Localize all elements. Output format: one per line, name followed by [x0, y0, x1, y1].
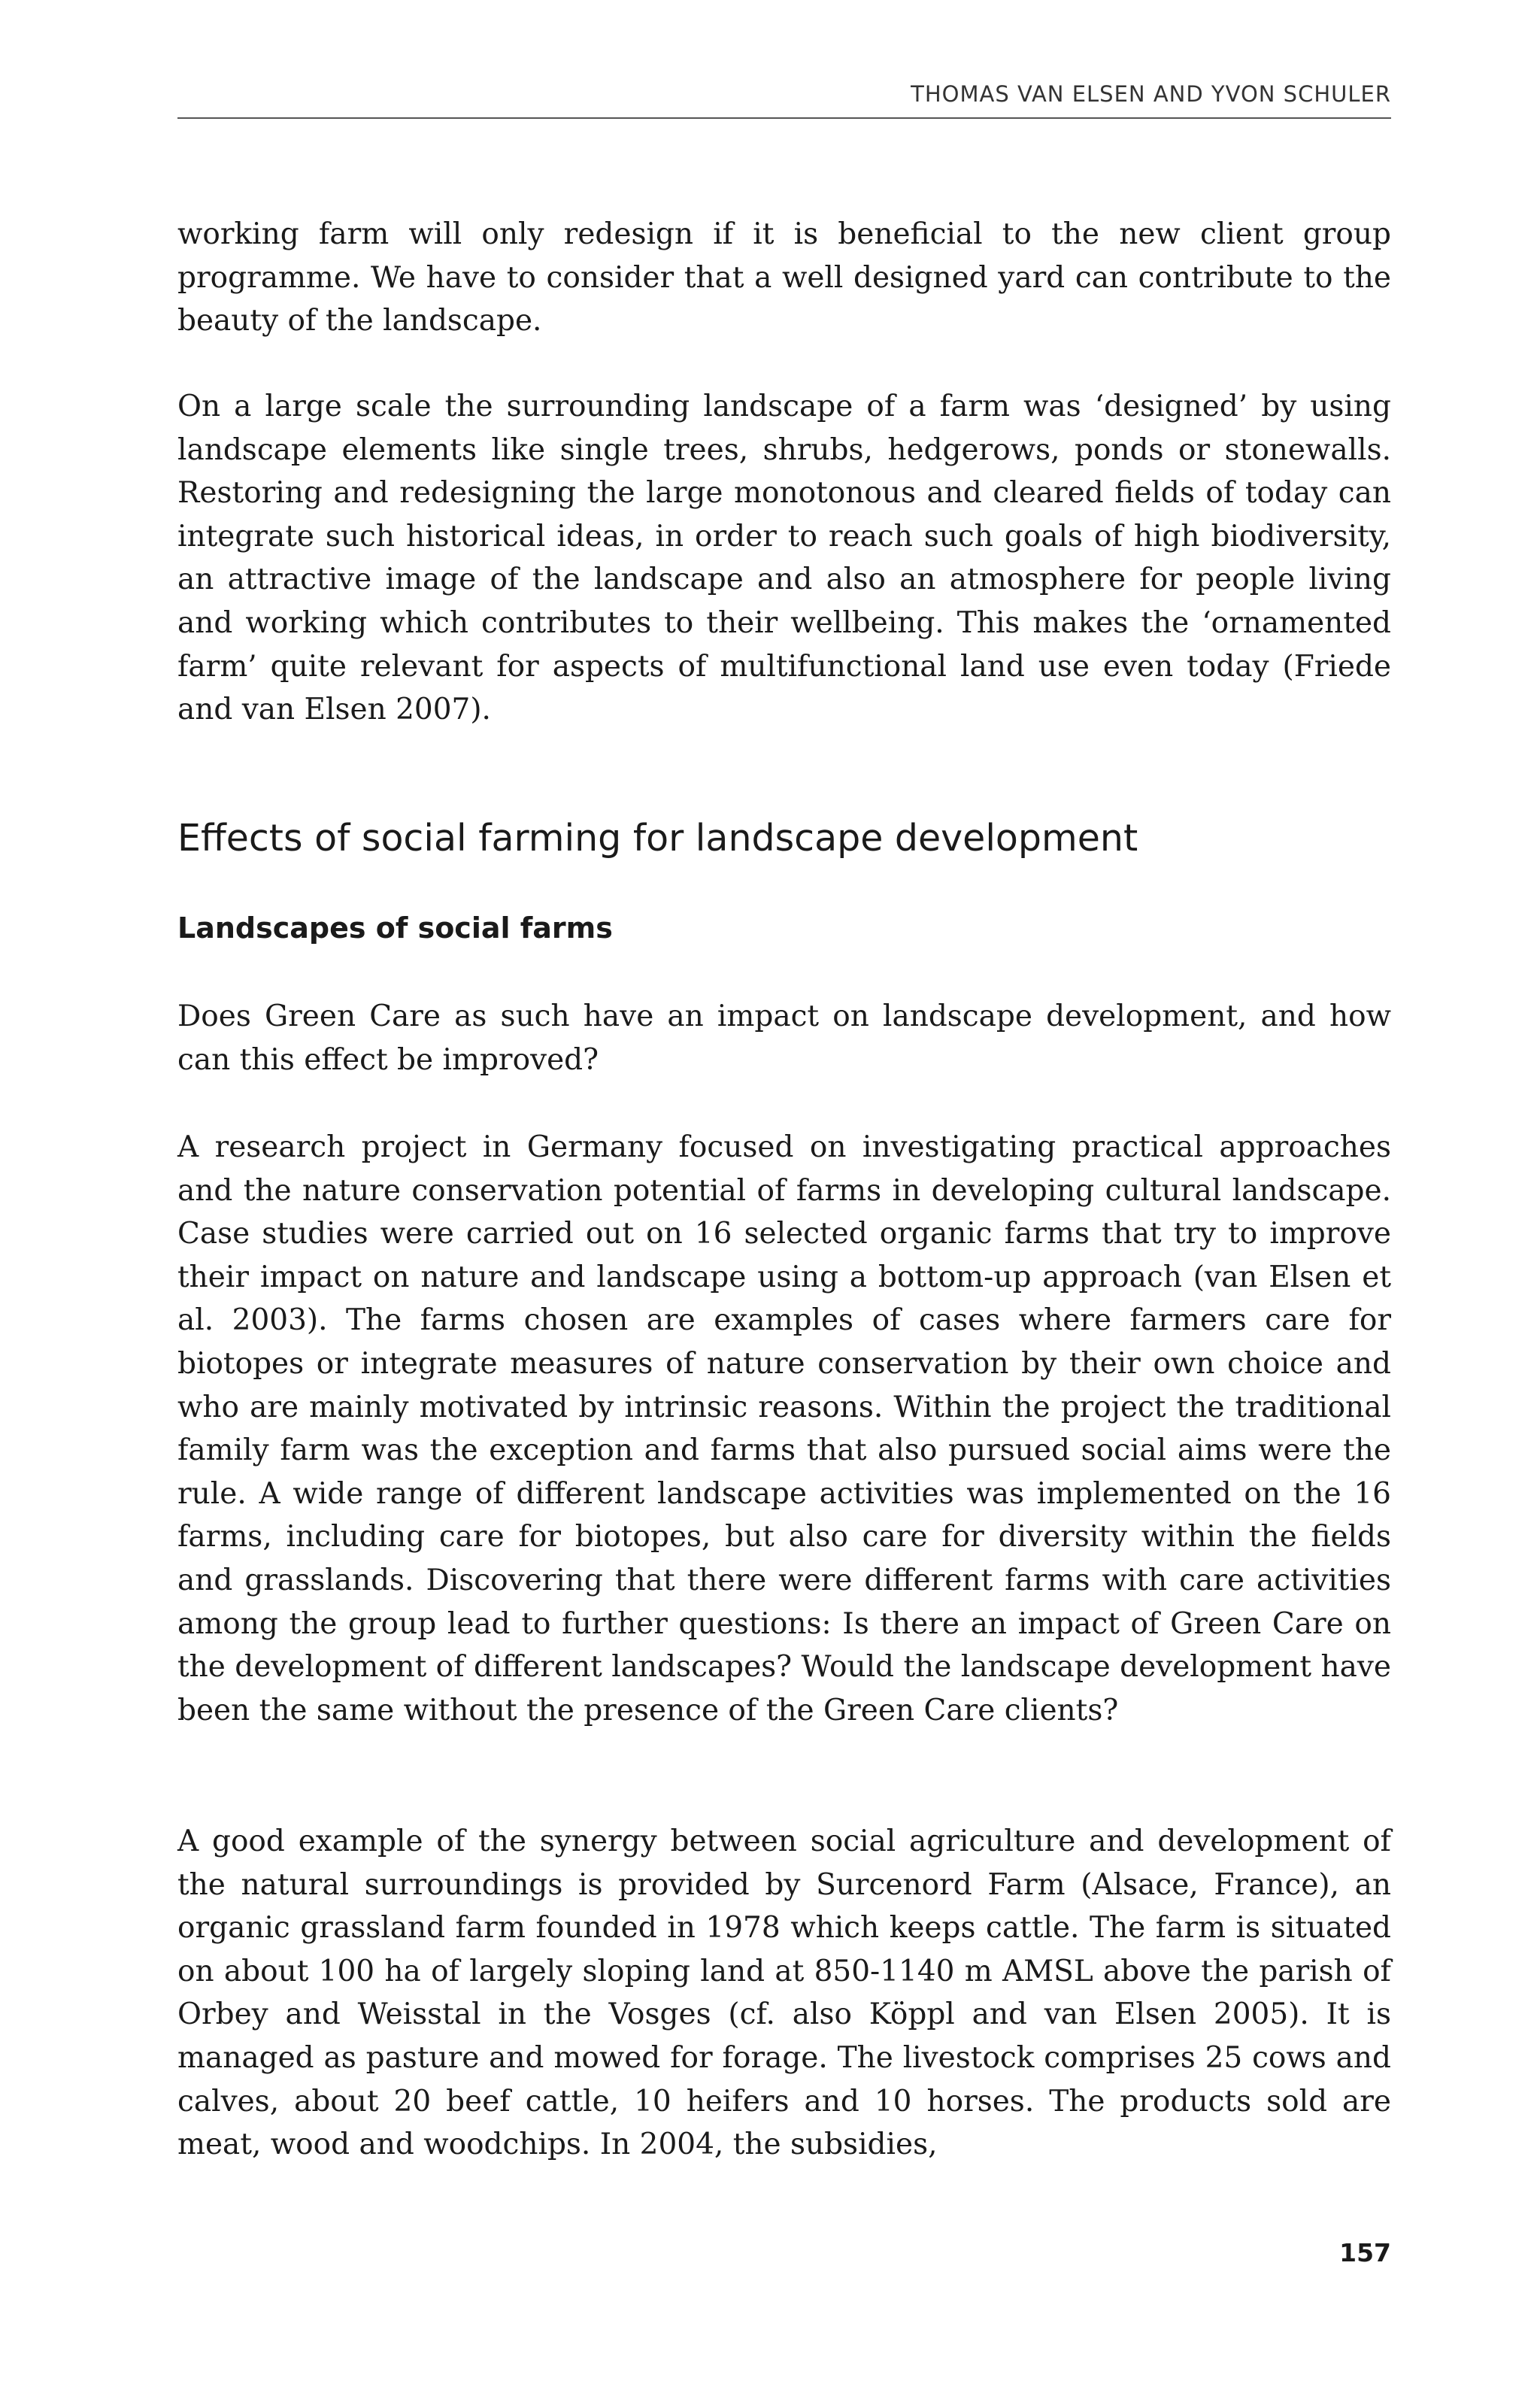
- paragraph-2: On a large scale the surrounding landscape of a farm was ‘designed’ by using landscape elements like single trees, shrubs, hedgerows, ponds or stonewalls. Restoring and redesigning the large monotonous and cleared fields of today can integrate such historical ideas, in order to reach such goals of high biodiversity, an attractive image of the landscape and also an atmosphere for people living and working which contributes to their wellbeing. This makes the ‘ornamented farm’ quite relevant for aspects of multifunctional land use even today (Friede and van Elsen 2007).: [177, 390, 1391, 727]
- section-heading: Effects of social farming for landscape development: [177, 817, 1138, 860]
- subsection-heading: Landscapes of social farms: [177, 911, 613, 945]
- page-number: 157: [1339, 2238, 1391, 2267]
- paragraph-3: Does Green Care as such have an impact on landscape development, and how can this effect be improved?: [177, 999, 1391, 1077]
- paragraph-4: A research project in Germany focused on investigating practical approaches and the nature conservation potential of farms in developing cultural landscape. Case studies were carried out on 16 selected organic farms that try to improve their impact on nature and landscape using a bottom-up approach (van Elsen et al. 2003). The farms chosen are examples of cases where farmers care for biotopes or integrate measures of nature conservation by their own choice and who are mainly motivated by intrinsic reasons. Within the project the traditional family farm was the exception and farms that also pursued social aims were the rule. A wide range of different landscape activities was implemented on the 16 farms, including care for biotopes, but also care for diversity within the fields and grasslands. Discovering that there were different farms with care activities among the group lead to further questions: Is there an impact of Green Care on the development of different landscapes? Would the landscape development have been the same without the presence of the Green Care clients?: [177, 1130, 1391, 1727]
- book-page: [177, 0, 1391, 2390]
- running-header: THOMAS VAN ELSEN AND YVON SCHULER: [911, 81, 1391, 107]
- paragraph-5: A good example of the synergy between social agriculture and development of the natural surroundings is provided by Surcenord Farm (Alsace, France), an organic grassland farm founded in 1978 which keeps cattle. The farm is situated on about 100 ha of largely sloping land at 850-1140 m AMSL above the parish of Orbey and Weisstal in the Vosges (cf. also Köppl and van Elsen 2005). It is managed as pasture and mowed for forage. The livestock comprises 25 cows and calves, about 20 beef cattle, 10 heifers and 10 horses. The products sold are meat, wood and woodchips. In 2004, the subsidies,: [177, 1824, 1391, 2162]
- header-rule: [177, 117, 1391, 119]
- paragraph-1: working farm will only redesign if it is beneficial to the new client group programme. We have to consider that a well designed yard can contribute to the beauty of the landscape.: [177, 217, 1391, 338]
